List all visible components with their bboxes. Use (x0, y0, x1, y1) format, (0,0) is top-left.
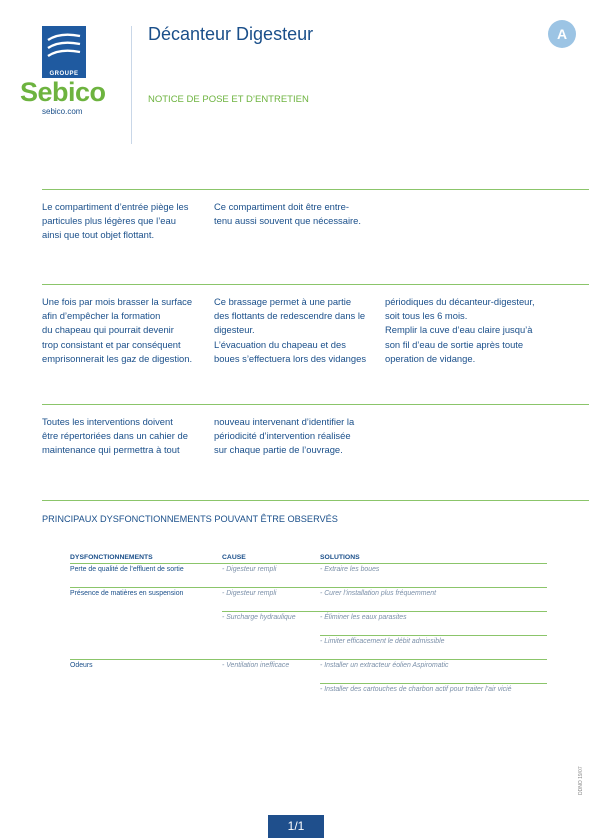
section-badge: A (548, 20, 576, 48)
text-line: emprisonnerait les gaz de digestion. (42, 352, 193, 364)
section-divider (42, 189, 589, 190)
page-subtitle: NOTICE DE POSE ET D’ENTRETIEN (148, 94, 309, 105)
text-line: trop consistant et par conséquent (42, 338, 181, 350)
header-divider (131, 26, 132, 144)
table-row-rule (222, 611, 547, 612)
table-header-cause: CAUSE (222, 554, 246, 561)
text-line: du chapeau qui pourrait devenir (42, 324, 174, 336)
text-line: particules plus légères que l’eau (42, 215, 176, 227)
section-1-col-1 (42, 200, 210, 243)
section-2-col-2 (214, 295, 384, 366)
table-header-rule (70, 563, 547, 564)
text-line: L’évacuation du chapeau et des (214, 338, 346, 350)
page-title: Décanteur Digesteur (148, 24, 314, 44)
table-row-rule (70, 659, 547, 660)
section-divider (42, 500, 589, 501)
table-cell-cause: - Ventilation inefficace (222, 662, 290, 669)
document-code: DDNO 19/07 (578, 766, 584, 795)
text-line: périodicité d’intervention réalisée (214, 430, 351, 442)
table-cell-solution: - Extraire les boues (320, 566, 380, 573)
malfunctions-title: PRINCIPAUX DYSFONCTIONNEMENTS POUVANT ÊTRE OBSERVÉS (42, 514, 338, 524)
text-line: ainsi que tout objet flottant. (42, 229, 155, 241)
text-line: nouveau intervenant d’identifier la (214, 416, 355, 427)
table-cell-solution: - Éliminer les eaux parasites (320, 614, 407, 621)
text-line: Le compartiment d’entrée piège les (42, 201, 189, 212)
table-cell-solution: - Limiter efficacement le débit admissible (320, 638, 445, 645)
text-line: tenu aussi souvent que nécessaire. (214, 215, 361, 227)
text-line: des flottants de redescendre dans le (214, 310, 366, 322)
table-row-rule (320, 635, 547, 636)
table-cell-dysfonctionnement: Présence de matières en suspension (70, 590, 184, 597)
logo-brand-name: Sebico (20, 77, 106, 107)
table-header-dysfonctionnements: DYSFONCTIONNEMENTS (70, 554, 153, 561)
table-cell-dysfonctionnement: Perte de qualité de l’effluent de sortie (70, 566, 184, 573)
logo-url: sebico.com (42, 107, 83, 116)
text-line: afin d’empêcher la formation (42, 310, 161, 322)
text-line: boues s’effectuera lors des vidanges (214, 352, 367, 364)
table-cell-cause: - Digesteur rempli (222, 566, 277, 573)
section-2-col-3 (385, 295, 565, 366)
table-cell-cause: - Digesteur rempli (222, 590, 277, 597)
table-row-rule (70, 587, 547, 588)
text-line: maintenance qui permettra à tout (42, 444, 180, 456)
table-row-rule (320, 683, 547, 684)
text-line: être répertoriées dans un cahier de (42, 430, 188, 442)
logo-group-label: GROUPE (42, 70, 86, 78)
text-line: Ce compartiment doit être entre- (214, 201, 349, 212)
table-cell-dysfonctionnement: Odeurs (70, 662, 93, 669)
page-number: 1/1 (268, 815, 324, 838)
logo-mark (42, 26, 86, 72)
section-2-col-1 (42, 295, 212, 366)
section-divider (42, 284, 589, 285)
table-cell-cause: - Surcharge hydraulique (222, 614, 296, 621)
table-cell-solution: - Installer des cartouches de charbon actif pour traiter l’air vicié (320, 686, 512, 693)
table-header-solutions: SOLUTIONS (320, 554, 360, 561)
text-line: operation de vidange. (385, 352, 476, 364)
text-line: digesteur. (214, 324, 255, 336)
text-line: sur chaque partie de l’ouvrage. (214, 444, 343, 456)
text-line: Toutes les interventions doivent (42, 416, 173, 427)
section-1-col-2 (214, 200, 382, 228)
section-3-col-1 (42, 415, 210, 458)
section-divider (42, 404, 589, 405)
text-line: son fil d’eau de sortie après toute (385, 338, 524, 350)
text-line: périodiques du décanteur-digesteur, (385, 296, 535, 307)
section-3-col-2 (214, 415, 384, 458)
text-line: Ce brassage permet à une partie (214, 296, 352, 307)
table-cell-solution: - Curer l’installation plus fréquemment (320, 590, 437, 597)
text-line: Remplir la cuve d’eau claire jusqu’à (385, 324, 533, 336)
text-line: Une fois par mois brasser la surface (42, 296, 193, 307)
table-cell-solution: - Installer un extracteur éolien Aspiromatic (320, 662, 449, 669)
text-line: soit tous les 6 mois. (385, 310, 468, 322)
